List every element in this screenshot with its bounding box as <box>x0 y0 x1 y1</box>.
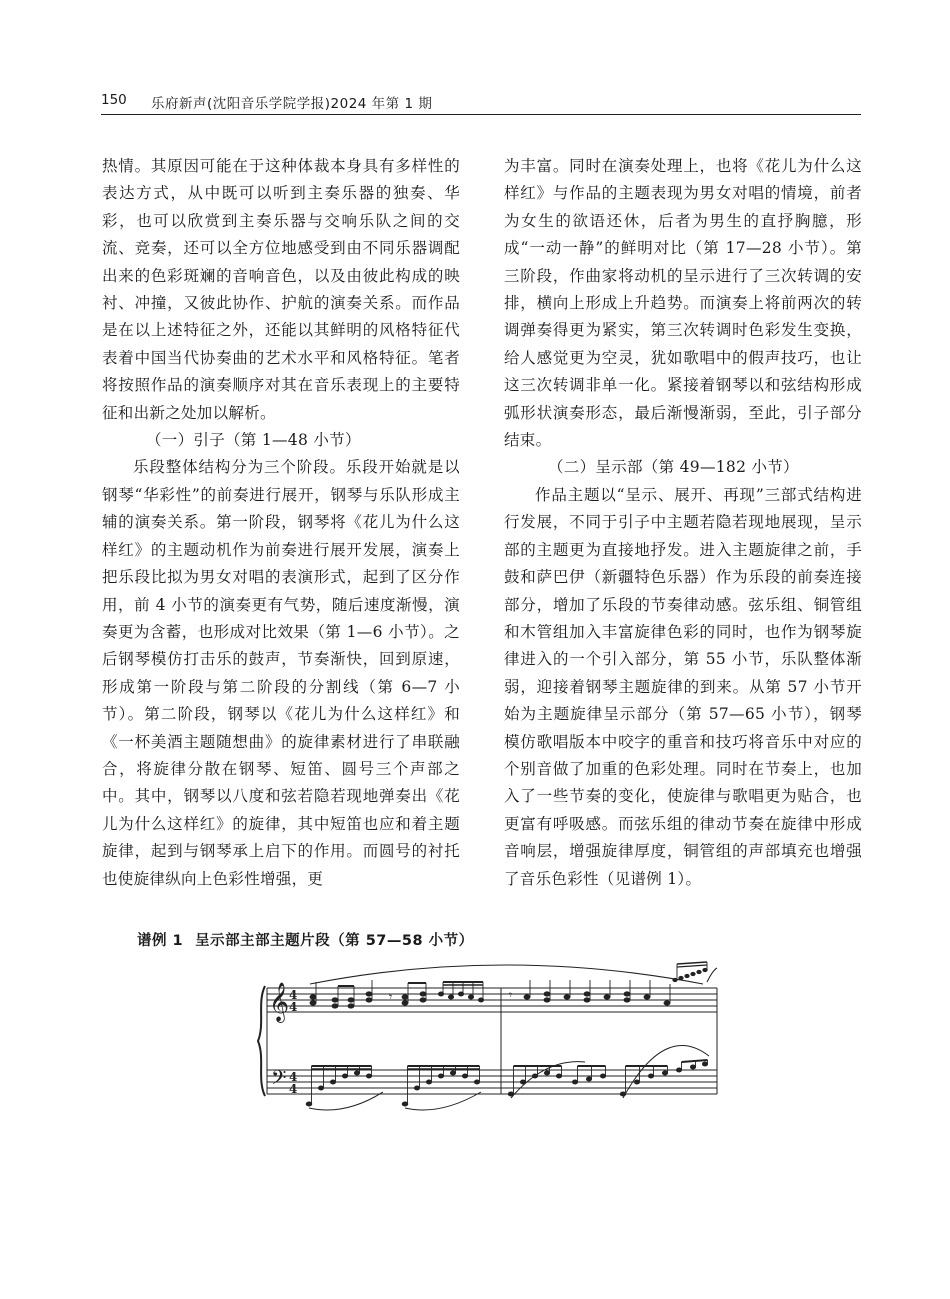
bass-notes <box>306 1060 707 1106</box>
music-example-caption <box>137 929 474 950</box>
time-signature-top: 4 <box>289 988 298 1002</box>
time-signature-top: 4 <box>289 1070 298 1084</box>
section-heading: （一）引子（第 1—48 小节） <box>146 431 361 450</box>
time-signature-bottom: 4 <box>289 1082 298 1096</box>
header-rule <box>101 114 861 115</box>
example-title: 呈示部主部主题片段（第 57—58 小节） <box>195 933 474 949</box>
music-score <box>255 952 725 1122</box>
journal-title: 乐府新声(沈阳音乐学院学报)2024 年第 1 期 <box>151 96 433 112</box>
system-brace <box>258 986 265 1096</box>
treble-clef-icon: 𝄞 <box>269 982 290 1022</box>
paragraph: 乐段整体结构分为三个阶段。乐段开始就是以钢琴“华彩性”的前奏进行展开，钢琴与乐队形成主辅的演奏关系。第一阶段，钢琴将《花儿为什么这样红》的主题动机作为前奏进行展开发展，演奏上把乐段比拟为男女对唱的表演形式，起到了区分作用，前 4 小节的演奏更有气势，随后速度渐慢，演奏更为含蓄，也形成对比效果（第 1—6 小节）。之后钢琴模仿打击乐的鼓声，节奏渐快，回到原速，形成第一阶段与第二阶段的分割线（第 6—7 小节）。第二阶段，钢琴以《花儿为什么这样红》和《一杯美酒主题随想曲》的旋律素材进行了串联融合，将旋律分散在钢琴、短笛、圆号三个声部之中。其中，钢琴以八度和弦若隐若现地弹奏出《花儿为什么这样红》的旋律，其中短笛也应和着主题旋律，起到与钢琴承上启下的作用。而圆号的衬托也使旋律纵向上色彩性增强，更 <box>102 458 460 888</box>
phrase-slur <box>707 968 717 982</box>
svg-text:𝄾: 𝄾 <box>389 990 393 1004</box>
right-column <box>504 153 862 893</box>
phrase-slur <box>310 965 703 984</box>
example-label: 谱例 1 <box>137 933 184 949</box>
svg-text:𝄾: 𝄾 <box>509 988 513 1002</box>
treble-notes <box>310 962 707 1008</box>
paragraph: 作品主题以“呈示、展开、再现”三部式结构进行发展，不同于引子中主题若隐若现地展现，呈示部的主题更为直接地抒发。进入主题旋律之前，手鼓和萨巴伊（新疆特色乐器）作为乐段的前奏连接部分，增加了乐段的节奏律动感。弦乐组、铜管组和木管组加入丰富旋律色彩的同时，也作为钢琴旋律进入的一个引入部分，第 55 小节，乐队整体渐弱，迎接着钢琴主题旋律的到来。从第 57 小节开始为主题旋律呈示部分（第 57—65 小节），钢琴模仿歌唱版本中咬字的重音和技巧将音乐中对应的个别音做了加重的色彩处理。同时在节奏上，也加入了一些节奏的变化，使旋律与歌唱更为贴合，也更富有呼吸感。而弦乐组的律动节奏在旋律中形成音响层，增强旋律厚度，铜管组的声部填充也增强了音乐色彩性（见谱例 1）。 <box>504 485 862 888</box>
bass-clef-icon: 𝄢 <box>271 1066 287 1094</box>
paragraph: 热情。其原因可能在于这种体裁本身具有多样性的表达方式，从中既可以听到主奏乐器的独奏、华彩，也可以欣赏到主奏乐器与交响乐队之间的交流、竞奏，还可以全方位地感受到由不同乐器调配出来的色彩斑斓的音响音色，以及由彼此构成的映衬、冲撞，又彼此协作、护航的演奏关系。而作品是在以上述特征之外，还能以其鲜明的风格特征代表着中国当代协奏曲的艺术水平和风格特征。笔者将按照作品的演奏顺序对其在音乐表现上的主要特征和出新之处加以解析。 <box>102 157 460 422</box>
running-header <box>101 92 861 114</box>
left-column <box>102 153 460 893</box>
paragraph: 为丰富。同时在演奏处理上，也将《花儿为什么这样红》与作品的主题表现为男女对唱的情境，前者为女生的欲语还休，后者为男生的直抒胸臆，形成“一动一静”的鲜明对比（第 17—28 小节）。第三阶段，作曲家将动机的呈示进行了三次转调的安排，横向上形成上升趋势。而演奏上将前两次的转调弹奏得更为紧实，第三次转调时色彩发生变换，给人感觉更为空灵，犹如歌唱中的假声技巧，也让这三次转调非单一化。紧接着钢琴以和弦结构形成弧形状演奏形态，最后渐慢渐弱，至此，引子部分结束。 <box>504 157 862 450</box>
time-signature-bottom: 4 <box>289 1000 298 1014</box>
section-heading: （二）呈示部（第 49—182 小节） <box>548 458 799 477</box>
page-number: 150 <box>101 92 127 108</box>
